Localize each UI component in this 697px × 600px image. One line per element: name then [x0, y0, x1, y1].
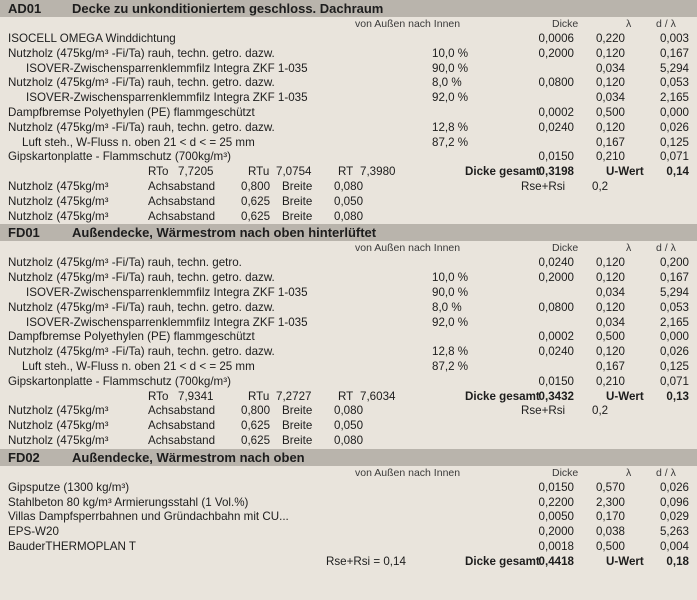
layer-name: Nutzholz (475kg/m³ -Fi/Ta) rauh, techn. getro. dazw. — [8, 46, 275, 60]
layer-lambda: 0,167 — [595, 135, 625, 149]
column-headers — [0, 17, 697, 32]
rto-value: 7,9341 — [178, 389, 214, 403]
layer-name: Nutzholz (475kg/m³ -Fi/Ta) rauh, techn. getro. dazw. — [8, 345, 275, 359]
layer-lambda: 0,210 — [595, 374, 625, 388]
u-value: 0,18 — [666, 554, 689, 568]
layer-thickness: 0,2200 — [538, 495, 574, 509]
spacing-width-value: 0,080 — [334, 179, 364, 193]
layer-row — [0, 106, 697, 121]
spacing-axis-label: Achsabstand — [148, 209, 216, 223]
layer-lambda: 0,120 — [595, 256, 625, 270]
section-code: AD01 — [8, 1, 42, 16]
layer-thickness: 0,2000 — [538, 271, 574, 285]
layer-thickness: 0,0018 — [538, 539, 574, 553]
rse-rsi-inline: Rse+Rsi = 0,14 — [326, 554, 406, 568]
rtu-label: RTu — [248, 165, 270, 179]
spacing-axis-value: 0,800 — [241, 179, 271, 193]
layer-percent: 92,0 % — [432, 315, 469, 329]
spacing-row — [0, 180, 697, 195]
layer-row — [0, 525, 697, 540]
layer-d-lambda: 0,071 — [659, 150, 689, 164]
spacing-width-label: Breite — [282, 404, 313, 418]
layer-d-lambda: 0,096 — [659, 495, 689, 509]
layer-percent: 12,8 % — [432, 120, 469, 134]
spacing-axis-value: 0,625 — [241, 419, 271, 433]
rt-value: 7,3980 — [360, 165, 396, 179]
layer-lambda: 0,034 — [595, 315, 625, 329]
layer-thickness: 0,2000 — [538, 46, 574, 60]
layer-percent: 12,8 % — [432, 345, 469, 359]
spacing-row — [0, 404, 697, 419]
layer-list — [0, 256, 697, 389]
u-value-label: U-Wert — [606, 389, 644, 403]
spacing-width-value: 0,050 — [334, 419, 364, 433]
layer-d-lambda: 2,165 — [659, 315, 689, 329]
rt-value: 7,6034 — [360, 389, 396, 403]
total-thickness-label: Dicke gesamt — [465, 389, 540, 403]
layer-d-lambda: 0,026 — [659, 480, 689, 494]
section-title: Außendecke, Wärmestrom nach oben — [72, 449, 305, 465]
spacing-axis-label: Achsabstand — [148, 419, 216, 433]
spacing-name: Nutzholz (475kg/m³ — [8, 419, 109, 433]
layer-lambda: 0,034 — [595, 61, 625, 75]
layer-name: Dampfbremse Polyethylen (PE) flammgeschützt — [8, 105, 255, 119]
layer-thickness: 0,0800 — [538, 300, 574, 314]
layer-percent: 10,0 % — [432, 271, 469, 285]
layer-name: Nutzholz (475kg/m³ -Fi/Ta) rauh, techn. getro. dazw. — [8, 120, 275, 134]
spacing-name: Nutzholz (475kg/m³ — [8, 179, 109, 193]
layer-lambda: 0,570 — [595, 480, 625, 494]
layer-row — [0, 375, 697, 390]
u-value: 0,14 — [666, 165, 689, 179]
layer-row — [0, 510, 697, 525]
layer-d-lambda: 0,167 — [659, 271, 689, 285]
rse-rsi-value: 0,2 — [592, 179, 609, 193]
summary-row — [0, 165, 697, 180]
spacing-name: Nutzholz (475kg/m³ — [8, 433, 109, 447]
spacing-axis-value: 0,625 — [241, 433, 271, 447]
spacing-width-label: Breite — [282, 209, 313, 223]
layer-thickness: 0,0240 — [538, 345, 574, 359]
rt-label: RT — [338, 165, 354, 179]
layer-row — [0, 150, 697, 165]
layer-d-lambda: 0,071 — [659, 374, 689, 388]
spacing-row — [0, 210, 697, 225]
layer-row — [0, 540, 697, 555]
section-header — [0, 449, 697, 466]
spacing-row — [0, 195, 697, 210]
layer-lambda: 0,167 — [595, 359, 625, 373]
layer-lambda: 0,120 — [595, 46, 625, 60]
layer-row — [0, 76, 697, 91]
section-ad01 — [0, 0, 697, 224]
layer-d-lambda: 0,029 — [659, 510, 689, 524]
layer-row — [0, 481, 697, 496]
spacing-axis-label: Achsabstand — [148, 404, 216, 418]
layer-d-lambda: 0,026 — [659, 345, 689, 359]
spacing-row — [0, 419, 697, 434]
rto-label: RTo — [148, 165, 169, 179]
header-direction: von Außen nach Innen — [355, 466, 461, 479]
layer-row — [0, 62, 697, 77]
layer-d-lambda: 0,026 — [659, 120, 689, 134]
layer-thickness: 0,0150 — [538, 480, 574, 494]
spacing-axis-label: Achsabstand — [148, 179, 216, 193]
layer-row — [0, 32, 697, 47]
layer-name: ISOCELL OMEGA Winddichtung — [8, 32, 176, 45]
total-thickness-label: Dicke gesamt — [465, 165, 540, 179]
layer-row — [0, 316, 697, 331]
header-thickness: Dicke — [552, 18, 579, 30]
layer-row — [0, 47, 697, 62]
layer-thickness: 0,0240 — [538, 120, 574, 134]
layer-d-lambda: 0,053 — [659, 76, 689, 90]
summary-row — [0, 390, 697, 405]
spacing-width-value: 0,050 — [334, 194, 364, 208]
layer-d-lambda: 0,003 — [659, 32, 689, 45]
layer-row — [0, 286, 697, 301]
layer-name: Villas Dampfsperrbahnen und Gründachbahn mit CU... — [8, 510, 289, 524]
rtu-value: 7,0754 — [276, 165, 312, 179]
header-d-lambda: d / λ — [656, 242, 676, 255]
spacing-row — [0, 434, 697, 449]
layer-name: EPS-W20 — [8, 525, 59, 539]
section-title: Decke zu unkonditioniertem geschloss. Dachraum — [72, 1, 384, 16]
total-thickness-value: 0,3198 — [538, 165, 574, 179]
layer-thickness: 0,0002 — [538, 105, 574, 119]
layer-row — [0, 121, 697, 136]
section-code: FD01 — [8, 225, 40, 241]
section-code: FD02 — [8, 449, 40, 465]
summary-row — [0, 555, 697, 570]
layer-lambda: 0,034 — [595, 285, 625, 299]
rse-rsi-label: Rse+Rsi — [521, 179, 566, 193]
layer-d-lambda: 5,294 — [659, 285, 689, 299]
layer-list — [0, 32, 697, 165]
layer-row — [0, 271, 697, 286]
layer-lambda: 0,038 — [595, 525, 625, 539]
spacing-axis-value: 0,800 — [241, 404, 271, 418]
layer-row — [0, 496, 697, 511]
layer-name: BauderTHERMOPLAN T — [8, 539, 137, 553]
layer-lambda: 0,500 — [595, 105, 625, 119]
layer-list — [0, 481, 697, 555]
layer-thickness: 0,0050 — [538, 510, 574, 524]
layer-name: Luft steh., W-Fluss n. oben 21 < d < = 25 mm — [22, 135, 255, 149]
layer-d-lambda: 0,167 — [659, 46, 689, 60]
spacing-width-value: 0,080 — [334, 209, 364, 223]
layer-name: Gipsputze (1300 kg/m³) — [8, 480, 130, 494]
section-fd01 — [0, 224, 697, 448]
rse-rsi-value: 0,2 — [592, 404, 609, 418]
spacing-axis-label: Achsabstand — [148, 194, 216, 208]
layer-thickness: 0,0150 — [538, 374, 574, 388]
layer-thickness: 0,0006 — [538, 32, 574, 45]
header-d-lambda: d / λ — [656, 466, 676, 479]
layer-name: ISOVER-Zwischensparrenklemmfilz Integra ZKF 1-035 — [26, 315, 308, 329]
spacing-name: Nutzholz (475kg/m³ — [8, 194, 109, 208]
layer-lambda: 0,120 — [595, 345, 625, 359]
layer-d-lambda: 0,004 — [659, 539, 689, 553]
spacing-width-label: Breite — [282, 179, 313, 193]
header-lambda: λ — [626, 18, 632, 30]
layer-name: Luft steh., W-Fluss n. oben 21 < d < = 25 mm — [22, 359, 255, 373]
spacing-axis-value: 0,625 — [241, 209, 271, 223]
layer-thickness: 0,0002 — [538, 330, 574, 344]
rtu-label: RTu — [248, 389, 270, 403]
layer-name: Nutzholz (475kg/m³ -Fi/Ta) rauh, techn. getro. — [8, 256, 242, 270]
section-header — [0, 224, 697, 241]
layer-lambda: 0,034 — [595, 91, 625, 105]
layer-percent: 92,0 % — [432, 91, 469, 105]
rto-label: RTo — [148, 389, 169, 403]
spacing-width-value: 0,080 — [334, 433, 364, 447]
layer-percent: 87,2 % — [432, 359, 469, 373]
layer-lambda: 0,210 — [595, 150, 625, 164]
total-thickness-value: 0,3432 — [538, 389, 574, 403]
spacing-name: Nutzholz (475kg/m³ — [8, 404, 109, 418]
header-lambda: λ — [626, 466, 632, 479]
layer-name: Dampfbremse Polyethylen (PE) flammgeschützt — [8, 330, 255, 344]
layer-percent: 8,0 % — [432, 76, 462, 90]
layer-d-lambda: 0,000 — [659, 330, 689, 344]
section-header — [0, 0, 697, 17]
layer-lambda: 0,120 — [595, 120, 625, 134]
layer-lambda: 0,120 — [595, 300, 625, 314]
layer-name: ISOVER-Zwischensparrenklemmfilz Integra ZKF 1-035 — [26, 91, 308, 105]
rtu-value: 7,2727 — [276, 389, 312, 403]
layer-thickness: 0,0800 — [538, 76, 574, 90]
section-title: Außendecke, Wärmestrom nach oben hinterlüftet — [72, 225, 377, 241]
total-thickness-label: Dicke gesamt — [465, 554, 540, 568]
layer-d-lambda: 5,263 — [659, 525, 689, 539]
layer-lambda: 0,170 — [595, 510, 625, 524]
total-thickness-value: 0,4418 — [538, 554, 574, 568]
header-direction: von Außen nach Innen — [355, 242, 461, 255]
spacing-width-label: Breite — [282, 194, 313, 208]
spacing-width-value: 0,080 — [334, 404, 364, 418]
layer-name: Nutzholz (475kg/m³ -Fi/Ta) rauh, techn. getro. dazw. — [8, 271, 275, 285]
layer-lambda: 0,120 — [595, 271, 625, 285]
layer-percent: 90,0 % — [432, 285, 469, 299]
layer-d-lambda: 0,125 — [659, 359, 689, 373]
layer-thickness: 0,0150 — [538, 150, 574, 164]
column-headers — [0, 466, 697, 481]
rto-value: 7,7205 — [178, 165, 214, 179]
layer-d-lambda: 0,000 — [659, 105, 689, 119]
layer-lambda: 0,500 — [595, 539, 625, 553]
layer-thickness: 0,0240 — [538, 256, 574, 270]
u-value-label: U-Wert — [606, 554, 644, 568]
layer-name: Nutzholz (475kg/m³ -Fi/Ta) rauh, techn. getro. dazw. — [8, 300, 275, 314]
header-lambda: λ — [626, 242, 632, 255]
layer-name: Gipskartonplatte - Flammschutz (700kg/m³) — [8, 374, 231, 388]
layer-row — [0, 301, 697, 316]
layer-d-lambda: 5,294 — [659, 61, 689, 75]
layer-row — [0, 345, 697, 360]
layer-row — [0, 330, 697, 345]
spacing-axis-label: Achsabstand — [148, 433, 216, 447]
layer-percent: 90,0 % — [432, 61, 469, 75]
layer-lambda: 2,300 — [595, 495, 625, 509]
layer-row — [0, 256, 697, 271]
header-d-lambda: d / λ — [656, 18, 676, 30]
layer-name: Nutzholz (475kg/m³ -Fi/Ta) rauh, techn. getro. dazw. — [8, 76, 275, 90]
spacing-name: Nutzholz (475kg/m³ — [8, 209, 109, 223]
header-thickness: Dicke — [552, 466, 579, 479]
section-fd02 — [0, 449, 697, 570]
layer-d-lambda: 0,125 — [659, 135, 689, 149]
layer-d-lambda: 0,053 — [659, 300, 689, 314]
header-thickness: Dicke — [552, 242, 579, 255]
layer-row — [0, 360, 697, 375]
layer-percent: 87,2 % — [432, 135, 469, 149]
layer-d-lambda: 2,165 — [659, 91, 689, 105]
rse-rsi-label: Rse+Rsi — [521, 404, 566, 418]
rt-label: RT — [338, 389, 354, 403]
layer-d-lambda: 0,200 — [659, 256, 689, 270]
spacing-width-label: Breite — [282, 433, 313, 447]
header-direction: von Außen nach Innen — [355, 18, 461, 30]
spacing-width-label: Breite — [282, 419, 313, 433]
layer-lambda: 0,220 — [595, 32, 625, 45]
layer-lambda: 0,500 — [595, 330, 625, 344]
layer-name: Gipskartonplatte - Flammschutz (700kg/m³) — [8, 150, 231, 164]
layer-thickness: 0,2000 — [538, 525, 574, 539]
u-value-label: U-Wert — [606, 165, 644, 179]
layer-lambda: 0,120 — [595, 76, 625, 90]
column-headers — [0, 241, 697, 256]
layer-percent: 8,0 % — [432, 300, 462, 314]
spacing-axis-value: 0,625 — [241, 194, 271, 208]
layer-row — [0, 136, 697, 151]
layer-name: Stahlbeton 80 kg/m³ Armierungsstahl (1 Vol.%) — [8, 495, 249, 509]
layer-name: ISOVER-Zwischensparrenklemmfilz Integra ZKF 1-035 — [26, 285, 308, 299]
layer-name: ISOVER-Zwischensparrenklemmfilz Integra ZKF 1-035 — [26, 61, 308, 75]
layer-percent: 10,0 % — [432, 46, 469, 60]
u-value: 0,13 — [666, 389, 689, 403]
layer-row — [0, 91, 697, 106]
